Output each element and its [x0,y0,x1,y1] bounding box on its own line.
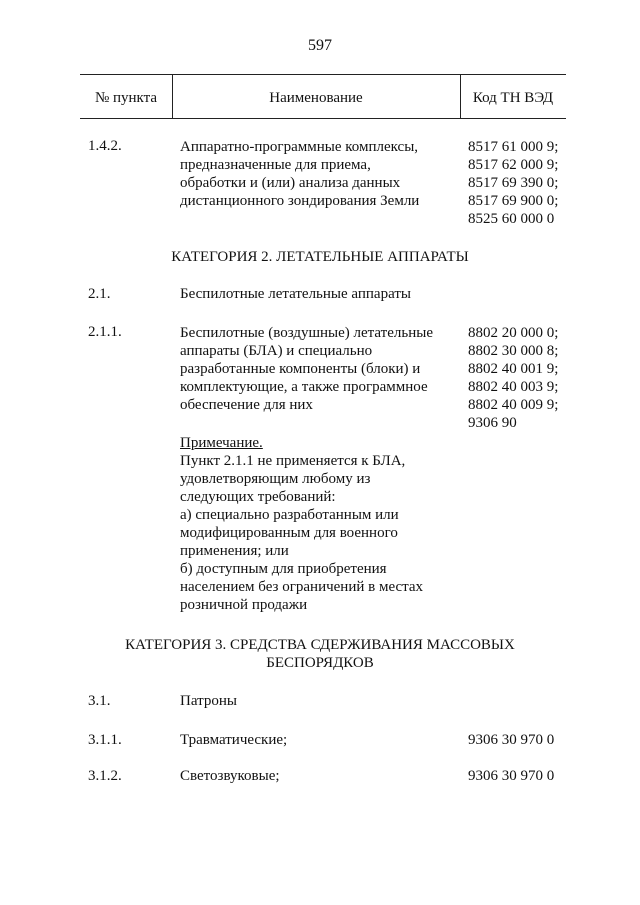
header-name-column: Наименование [269,90,363,106]
name-line: предназначенные для приема, [180,157,371,173]
code-line: 8802 40 001 9; [468,361,559,377]
item-name-3-1: Патроны [180,693,237,709]
name-line: дистанционного зондирования Земли [180,193,420,209]
category-heading-line: КАТЕГОРИЯ 3. СРЕДСТВА СДЕРЖИВАНИЯ МАССОВЫХ [125,637,515,653]
header-code-column: Код ТН ВЭД [472,90,554,106]
category-3-heading [0,636,640,672]
note-line: следующих требований: [180,489,336,505]
name-line: обработки и (или) анализа данных [180,175,401,191]
note-line: а) специально разработанным или [180,507,399,523]
name-line: Беспилотные (воздушные) летательные [180,325,433,341]
code-line: 8802 20 000 0; [468,325,559,341]
item-name-2-1-1 [180,324,433,414]
category-2-heading [0,248,640,266]
code-line: 8802 40 003 9; [468,379,559,395]
note-title: Примечание. [180,435,263,451]
note-line: б) доступным для приобретения [180,561,387,577]
item-number-1-4-2: 1.4.2. [88,138,122,154]
code-line: 8802 40 009 9; [468,397,559,413]
code-line: 8517 61 000 9; [468,139,559,155]
code-line: 8517 69 390 0; [468,175,559,191]
name-line: разработанные компоненты (блоки) и [180,361,421,377]
item-number-3-1: 3.1. [88,693,111,709]
item-name-3-1-2: Светозвуковые; [180,768,280,784]
header-number-column: № пункта [94,90,158,106]
code-line: 8517 69 900 0; [468,193,559,209]
note-line: применения; или [180,543,289,559]
item-number-3-1-2: 3.1.2. [88,768,122,784]
category-heading-line: БЕСПОРЯДКОВ [266,655,374,671]
item-number-2-1: 2.1. [88,286,111,302]
item-number-3-1-1: 3.1.1. [88,732,122,748]
note-line: Пункт 2.1.1 не применяется к БЛА, [180,453,406,469]
item-number-2-1-1: 2.1.1. [88,324,122,340]
name-line: комплектующие, а также программное [180,379,428,395]
item-name-2-1: Беспилотные летательные аппараты [180,286,411,302]
note-line: модифицированным для военного [180,525,398,541]
name-line: обеспечение для них [180,397,313,413]
note-line: удовлетворяющим любому из [180,471,371,487]
name-line: аппараты (БЛА) и специально [180,343,373,359]
item-codes-1-4-2 [468,138,558,228]
item-code-3-1-2: 9306 30 970 0 [468,768,555,784]
header-bottom-rule [80,118,566,119]
code-line: 8802 30 000 8; [468,343,559,359]
note-line: розничной продажи [180,597,308,613]
note-block [180,434,423,614]
code-line: 8525 60 000 0 [468,211,555,227]
category-heading-line: КАТЕГОРИЯ 2. ЛЕТАТЕЛЬНЫЕ АППАРАТЫ [171,249,469,265]
item-name-1-4-2 [180,138,419,210]
name-line: Аппаратно-программные комплексы, [180,139,419,155]
page-number: 597 [308,37,332,54]
code-line: 9306 90 [468,415,517,431]
note-line: населением без ограничений в местах [180,579,424,595]
item-name-3-1-1: Травматические; [180,732,288,748]
code-line: 8517 62 000 9; [468,157,559,173]
item-code-3-1-1: 9306 30 970 0 [468,732,555,748]
header-top-rule [80,74,566,75]
item-codes-2-1-1 [468,324,558,432]
